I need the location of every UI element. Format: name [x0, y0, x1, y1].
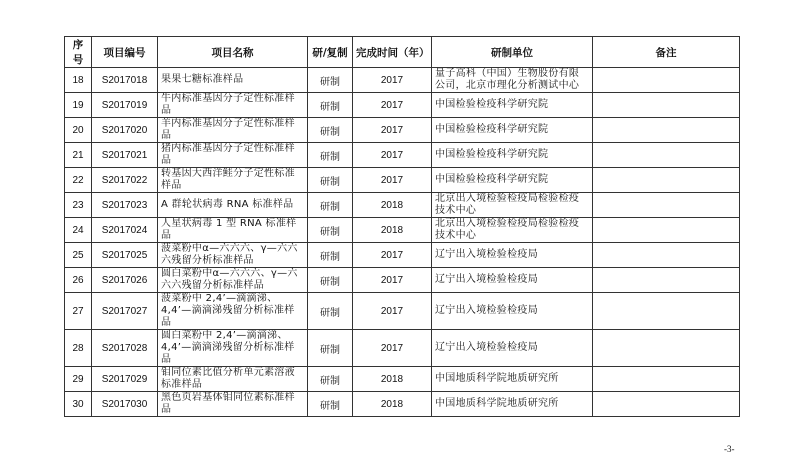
cell-name: 钼同位素比值分析单元素溶液标准样品 — [158, 367, 308, 392]
table-row — [65, 168, 740, 193]
cell-unit: 量子高科（中国）生物股份有限公司，北京市理化分析测试中心 — [432, 68, 593, 93]
cell-year: 2017 — [353, 168, 432, 193]
cell-num: 25 — [65, 243, 92, 268]
cell-code: S2017020 — [92, 118, 158, 143]
header-row — [65, 37, 740, 68]
table-row — [65, 118, 740, 143]
cell-note — [593, 293, 740, 330]
cell-type: 研制 — [308, 392, 353, 417]
cell-num: 26 — [65, 268, 92, 293]
cell-unit: 辽宁出入境检验检疫局 — [432, 330, 593, 367]
cell-type: 研制 — [308, 193, 353, 218]
table-row — [65, 218, 740, 243]
cell-name: 圆白菜粉中α—六六六、γ—六六六残留分析标准样品 — [158, 268, 308, 293]
cell-year: 2017 — [353, 93, 432, 118]
cell-year: 2017 — [353, 293, 432, 330]
cell-type: 研制 — [308, 218, 353, 243]
cell-name: 果果七糖标准样品 — [158, 68, 308, 93]
cell-name: 转基因大西洋鲑分子定性标准样品 — [158, 168, 308, 193]
cell-code: S2017025 — [92, 243, 158, 268]
cell-type: 研制 — [308, 68, 353, 93]
header-note: 备注 — [593, 37, 740, 68]
header-year: 完成时间（年） — [353, 37, 432, 68]
cell-code: S2017030 — [92, 392, 158, 417]
cell-name: 牛内标准基因分子定性标准样品 — [158, 93, 308, 118]
cell-code: S2017022 — [92, 168, 158, 193]
cell-code: S2017026 — [92, 268, 158, 293]
cell-note — [593, 330, 740, 367]
cell-note — [593, 93, 740, 118]
cell-unit: 北京出入境检验检疫局检验检疫技术中心 — [432, 218, 593, 243]
cell-year: 2017 — [353, 268, 432, 293]
cell-type: 研制 — [308, 293, 353, 330]
cell-unit: 辽宁出入境检验检疫局 — [432, 293, 593, 330]
table-row — [65, 193, 740, 218]
cell-num: 28 — [65, 330, 92, 367]
cell-code: S2017018 — [92, 68, 158, 93]
cell-num: 30 — [65, 392, 92, 417]
cell-type: 研制 — [308, 268, 353, 293]
table-row — [65, 243, 740, 268]
cell-year: 2017 — [353, 143, 432, 168]
table-row — [65, 330, 740, 367]
cell-num: 23 — [65, 193, 92, 218]
cell-type: 研制 — [308, 93, 353, 118]
cell-unit: 中国地质科学院地质研究所 — [432, 367, 593, 392]
cell-num: 24 — [65, 218, 92, 243]
cell-year: 2017 — [353, 68, 432, 93]
table-row — [65, 367, 740, 392]
table-row — [65, 293, 740, 330]
cell-num: 27 — [65, 293, 92, 330]
page-number: -3- — [724, 444, 735, 454]
table-row — [65, 268, 740, 293]
cell-unit: 北京出入境检验检疫局检验检疫技术中心 — [432, 193, 593, 218]
cell-note — [593, 118, 740, 143]
cell-name: 菠菜粉中 2,4’—滴滴涕、4,4’—滴滴涕残留分析标准样品 — [158, 293, 308, 330]
cell-unit: 中国检验检疫科学研究院 — [432, 93, 593, 118]
cell-type: 研制 — [308, 243, 353, 268]
cell-year: 2018 — [353, 218, 432, 243]
table-row — [65, 93, 740, 118]
cell-year: 2018 — [353, 367, 432, 392]
cell-note — [593, 243, 740, 268]
cell-name: A 群轮状病毒 RNA 标准样品 — [158, 193, 308, 218]
header-num: 序号 — [65, 37, 92, 68]
cell-unit: 辽宁出入境检验检疫局 — [432, 268, 593, 293]
cell-name: 羊内标准基因分子定性标准样品 — [158, 118, 308, 143]
table-row — [65, 143, 740, 168]
cell-name: 黑色页岩基体钼同位素标准样品 — [158, 392, 308, 417]
cell-note — [593, 392, 740, 417]
cell-num: 21 — [65, 143, 92, 168]
cell-note — [593, 268, 740, 293]
cell-unit: 辽宁出入境检验检疫局 — [432, 243, 593, 268]
cell-name: 人星状病毒 1 型 RNA 标准样品 — [158, 218, 308, 243]
cell-note — [593, 193, 740, 218]
cell-note — [593, 68, 740, 93]
cell-num: 18 — [65, 68, 92, 93]
cell-unit: 中国检验检疫科学研究院 — [432, 118, 593, 143]
cell-name: 圆白菜粉中 2,4’—滴滴涕、4,4’—滴滴涕残留分析标准样品 — [158, 330, 308, 367]
cell-code: S2017027 — [92, 293, 158, 330]
cell-code: S2017028 — [92, 330, 158, 367]
header-unit: 研制单位 — [432, 37, 593, 68]
cell-unit: 中国检验检疫科学研究院 — [432, 168, 593, 193]
cell-num: 29 — [65, 367, 92, 392]
cell-type: 研制 — [308, 118, 353, 143]
cell-name: 猪内标准基因分子定性标准样品 — [158, 143, 308, 168]
cell-unit: 中国地质科学院地质研究所 — [432, 392, 593, 417]
header-name: 项目名称 — [158, 37, 308, 68]
cell-code: S2017023 — [92, 193, 158, 218]
cell-type: 研制 — [308, 330, 353, 367]
cell-year: 2017 — [353, 243, 432, 268]
cell-name: 菠菜粉中α—六六六、γ—六六六残留分析标准样品 — [158, 243, 308, 268]
cell-note — [593, 168, 740, 193]
header-code: 项目编号 — [92, 37, 158, 68]
cell-year: 2018 — [353, 193, 432, 218]
header-type: 研/复制 — [308, 37, 353, 68]
cell-num: 19 — [65, 93, 92, 118]
cell-num: 22 — [65, 168, 92, 193]
cell-type: 研制 — [308, 143, 353, 168]
cell-year: 2017 — [353, 118, 432, 143]
cell-note — [593, 367, 740, 392]
cell-unit: 中国检验检疫科学研究院 — [432, 143, 593, 168]
cell-year: 2018 — [353, 392, 432, 417]
standard-samples-table — [64, 36, 740, 417]
cell-code: S2017024 — [92, 218, 158, 243]
cell-code: S2017021 — [92, 143, 158, 168]
cell-type: 研制 — [308, 168, 353, 193]
cell-note — [593, 143, 740, 168]
table-row — [65, 68, 740, 93]
cell-code: S2017019 — [92, 93, 158, 118]
cell-year: 2017 — [353, 330, 432, 367]
cell-code: S2017029 — [92, 367, 158, 392]
cell-note — [593, 218, 740, 243]
cell-type: 研制 — [308, 367, 353, 392]
table-row — [65, 392, 740, 417]
cell-num: 20 — [65, 118, 92, 143]
